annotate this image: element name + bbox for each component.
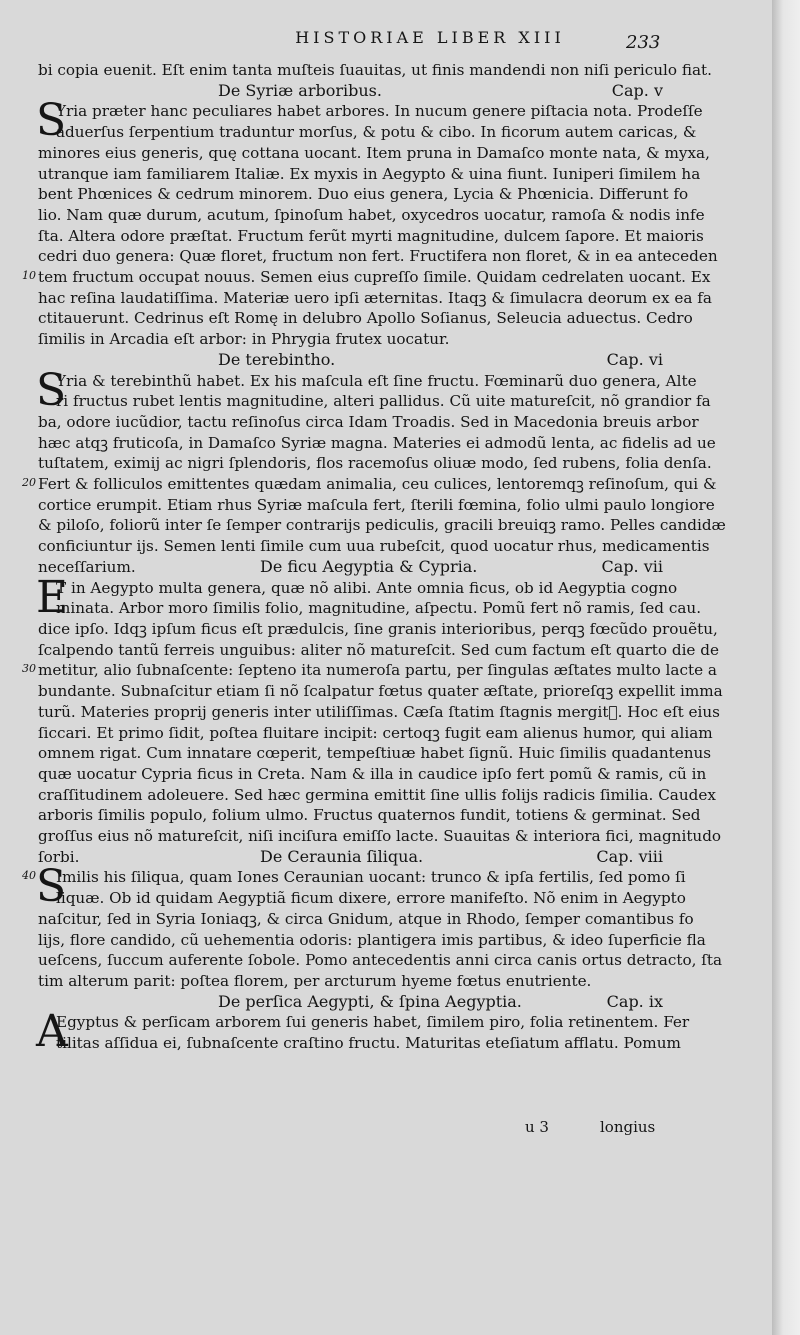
drop-capital: S: [36, 364, 67, 416]
line-text: lio. Nam quæ durum, acutum, ſpinoſum habet, oxycedros uocatur, ramoſa & nodis infe: [38, 205, 705, 224]
text-line: [38, 164, 701, 185]
text-line: [38, 619, 718, 640]
chapter-number: Cap. v: [611, 80, 663, 100]
line-text: arboris ſimilis populo, folium ulmo. Fructus quaternos fundit, totiens & germinat. Sed: [38, 806, 701, 825]
drop-capital: E: [36, 571, 69, 623]
drop-capital: S: [36, 861, 67, 913]
text-line: [38, 743, 712, 764]
text-line: [38, 1033, 681, 1054]
line-text: ueſcens, ſuccum auferente ſobole. Pomo antecedentis anni circa canis ortus detracto, ſta: [38, 951, 723, 970]
chapter-heading: [38, 557, 663, 578]
drop-capital: A: [36, 1006, 68, 1058]
chapter-number: Cap. vii: [601, 556, 663, 576]
line-text: ſimilis in Arcadia eſt arbor: in Phrygia frutex uocatur.: [38, 330, 450, 349]
text-line: [38, 453, 712, 474]
chapter-title: De Ceraunia ſiliqua.: [260, 846, 424, 866]
text-line: [38, 971, 663, 992]
chapter-number: Cap. viii: [596, 846, 663, 866]
line-text: minores eius generis, quę cottana uocant. Item pruna in Damaſco monte nata, & myxa,: [38, 143, 710, 162]
text-line: [38, 122, 697, 143]
line-text: metitur, alio ſubnaſcente: ſepteno ita numeroſa partu, per ſingulas æſtates multo lacte a: [38, 661, 717, 680]
text-line: [38, 288, 712, 309]
line-text: conficiuntur ijs. Semen lenti ſimile cum uua rubeſcit, quod uocatur rhus, medicamentis: [38, 537, 710, 556]
line-text: lijs, flore candido, cũ uehementia odoris: plantigera imis partibus, & ideo ſuperficie fla: [38, 930, 706, 949]
line-text: neceſſarium.: [38, 557, 136, 576]
line-text: cortice erumpit. Etiam rhus Syriæ maſcula fert, ſterili fœmina, folio ulmi paulo longiore: [38, 495, 715, 514]
chapter-heading: [38, 81, 663, 102]
text-line: [38, 246, 718, 267]
line-text: tem fructum occupat nouus. Semen eius cupreſſo ſimile. Quidam cedrelaten uocant. Ex: [38, 268, 711, 287]
line-text: quæ uocatur Cypria ficus in Creta. Nam & illa in caudice ipſo fert pomũ & ramis, cũ in: [38, 764, 707, 783]
text-line: [38, 805, 701, 826]
text-line: [38, 930, 706, 951]
page-edge: [772, 0, 800, 1335]
text-line: [38, 308, 693, 329]
line-text: Fert & folliculos emittentes quædam animalia, ceu culices, lentoremqꝫ reſinoſum, qui &: [38, 475, 717, 494]
line-text: bundante. Subnaſcitur etiam ſi nõ ſcalpatur fœtus quater æſtate, prioreſqꝫ expellit imma: [38, 682, 723, 701]
line-text: cedri duo genera: Quæ floret, fructum non fert. Fructifera non floret, & in ea anteceden: [38, 247, 718, 266]
line-text: tim alterum parit: poſtea florem, per arcturum hyeme fœtus enutriente.: [38, 971, 592, 990]
chapter-number: Cap. vi: [606, 349, 663, 369]
chapter-title: De terebintho.: [218, 349, 336, 369]
chapter-heading: [38, 350, 663, 371]
text-line: [38, 391, 711, 412]
text-line: [38, 474, 717, 495]
margin-line-number: 30: [22, 662, 36, 676]
text-line: [38, 536, 710, 557]
line-text: ſta. Altera odore præſtat. Fructum ferũt myrti magnitudine, dulcem ſapore. Et maioris: [38, 226, 704, 245]
margin-line-number: 10: [22, 269, 36, 282]
text-line: [38, 681, 723, 702]
line-text: ri fructus rubet lentis magnitudine, alteri pallidus. Cũ uite matureſcit, nõ grandior fa: [56, 392, 711, 411]
text-line: [38, 433, 716, 454]
text-line: [38, 950, 723, 971]
line-text: minata. Arbor moro ſimilis folio, magnitudine, aſpectu. Pomũ fert nõ ramis, ſed cau.: [56, 599, 702, 618]
line-text: Egyptus & perſicam arborem ſui generis habet, ſimilem piro, folia retinentem. Fer: [56, 1013, 690, 1032]
line-text: tilitas aſſidua ei, ſubnaſcente craſtino fructu. Maturitas eteſiatum afflatu. Pomum: [56, 1034, 681, 1053]
line-text: ſcalpendo tantũ ferreis unguibus: aliter nõ matureſcit. Sed cum factum eſt quarto die de: [38, 640, 719, 659]
line-text: bent Phœnices & cedrum minorem. Duo eius genera, Lycia & Phœnicia. Differunt fo: [38, 185, 689, 204]
chapter-title: De Syriæ arboribus.: [218, 80, 382, 100]
text-line: [38, 267, 711, 288]
chapter-title: De perſica Aegypti, & ſpina Aegyptia.: [218, 991, 522, 1011]
text-line: [38, 826, 722, 847]
text-line: [38, 598, 702, 619]
text-line: [38, 60, 712, 81]
line-text: ba, odore iucũdior, tactu reſinoſus circa Idam Troadis. Sed in Macedonia breuis arbor: [38, 412, 699, 431]
line-text: utranque iam familiarem Italiæ. Ex myxis in Aegypto & uina fiunt. Iuniperi ſimilem ha: [38, 164, 701, 183]
line-text: hac reſina laudatiſſima. Materiæ uero ipſi æternitas. Itaqꝫ & ſimulacra deorum ex ea fa: [38, 288, 712, 307]
line-text: Yria præter hanc peculiares habet arbores. In nucum genere piſtacia nota. Prodeſſe: [56, 102, 703, 121]
line-text: ſiccari. Et primo ſidit, poſtea fluitare incipit: certoqꝫ fugit eam alienus humor, qui aliam: [38, 723, 713, 742]
folio-number: 233: [626, 32, 661, 53]
text-line: [38, 184, 689, 205]
line-text: dice ipſo. Idqꝫ ipſum ficus eſt prædulcis, ſine granis interioribus, perqꝫ fœcũdo prouẽtu,: [38, 619, 718, 638]
line-text: groſſus eius nõ matureſcit, niſi inciſura emiſſo lacte. Suauitas & interiora fici, magnitudo: [38, 827, 722, 846]
line-text: bi copia euenit. Eſt enim tanta muſteis ſuauitas, ut finis mandendi non niſi periculo fiat.: [38, 61, 712, 79]
line-text: T in Aegypto multa genera, quæ nõ alibi. Ante omnia ficus, ob id Aegyptia cogno: [56, 578, 678, 597]
text-line: [38, 785, 716, 806]
signature-mark: u 3: [525, 1118, 549, 1136]
drop-capital: S: [36, 95, 67, 147]
line-text: turũ. Materies proprij generis inter utiliſſimas. Cæſa ſtatim ſtagnis mergitᷣ. Hoc eſt eius: [38, 702, 720, 721]
catchword: longius: [600, 1118, 656, 1136]
text-line: [38, 495, 715, 516]
chapter-heading: [38, 847, 663, 868]
text-line: [38, 329, 663, 350]
line-text: naſcitur, ſed in Syria Ioniaqꝫ, & circa Gnidum, atque in Rhodo, ſemper comantibus fo: [38, 909, 694, 928]
line-text: Imilis his ſiliqua, quam Iones Ceraunian uocant: trunco & ipſa fertilis, ſed pomo ſi: [56, 868, 686, 887]
line-text: liquæ. Ob id quidam Aegyptiã ficum dixere, errore manifeſto. Nõ enim in Aegypto: [56, 889, 686, 908]
chapter-title: De ficu Aegyptia & Cypria.: [260, 556, 478, 576]
line-text: aduerſus ſerpentium traduntur morſus, & potu & cibo. In ficorum autem caricas, &: [56, 123, 697, 142]
text-line: [38, 764, 707, 785]
line-text: omnem rigat. Cum innatare cœperit, tempeſtiuæ habet ſignũ. Huic ſimilis quadantenus: [38, 744, 712, 763]
chapter-number: Cap. ix: [606, 991, 663, 1011]
margin-line-number: 40: [22, 869, 36, 883]
text-line: [38, 702, 720, 723]
line-text: craſſitudinem adoleuere. Sed hæc germina emittit ſine ullis folijs radicis ſimilia. Caudex: [38, 785, 716, 804]
line-text: Yria & terebinthũ habet. Ex his maſcula eſt ſine fructu. Fœminarũ duo genera, Alte: [56, 371, 697, 390]
body-text: [36, 60, 726, 1058]
text-line: [38, 412, 699, 433]
line-text: tuſtatem, eximij ac nigri ſplendoris, flos racemoſus oliuæ modo, ſed rubens, folia denſa.: [38, 454, 712, 473]
text-line: [38, 723, 713, 744]
margin-line-number: 20: [22, 476, 36, 489]
chapter-heading: [38, 992, 663, 1013]
text-line: [38, 640, 719, 661]
text-line: [38, 515, 726, 536]
line-text: & piloſo, foliorũ inter ſe ſemper contrarijs pediculis, gracili breuiqꝫ ramo. Pelles candidæ: [38, 516, 726, 535]
running-header: HISTORIAE LIBER XIII: [295, 28, 565, 47]
text-line: [38, 226, 704, 247]
line-text: hæc atqꝫ fruticoſa, in Damaſco Syriæ magna. Materies ei admodũ lenta, ac fidelis ad ue: [38, 433, 716, 452]
text-line: [38, 909, 694, 930]
text-line: [38, 143, 710, 164]
text-line: [38, 888, 686, 909]
text-line: [38, 205, 705, 226]
line-text: ſorbi.: [38, 847, 80, 866]
text-line: [38, 660, 717, 681]
line-text: ctitauerunt. Cedrinus eſt Romę in delubro Apollo Soſianus, Seleucia aduectus. Cedro: [38, 309, 693, 328]
